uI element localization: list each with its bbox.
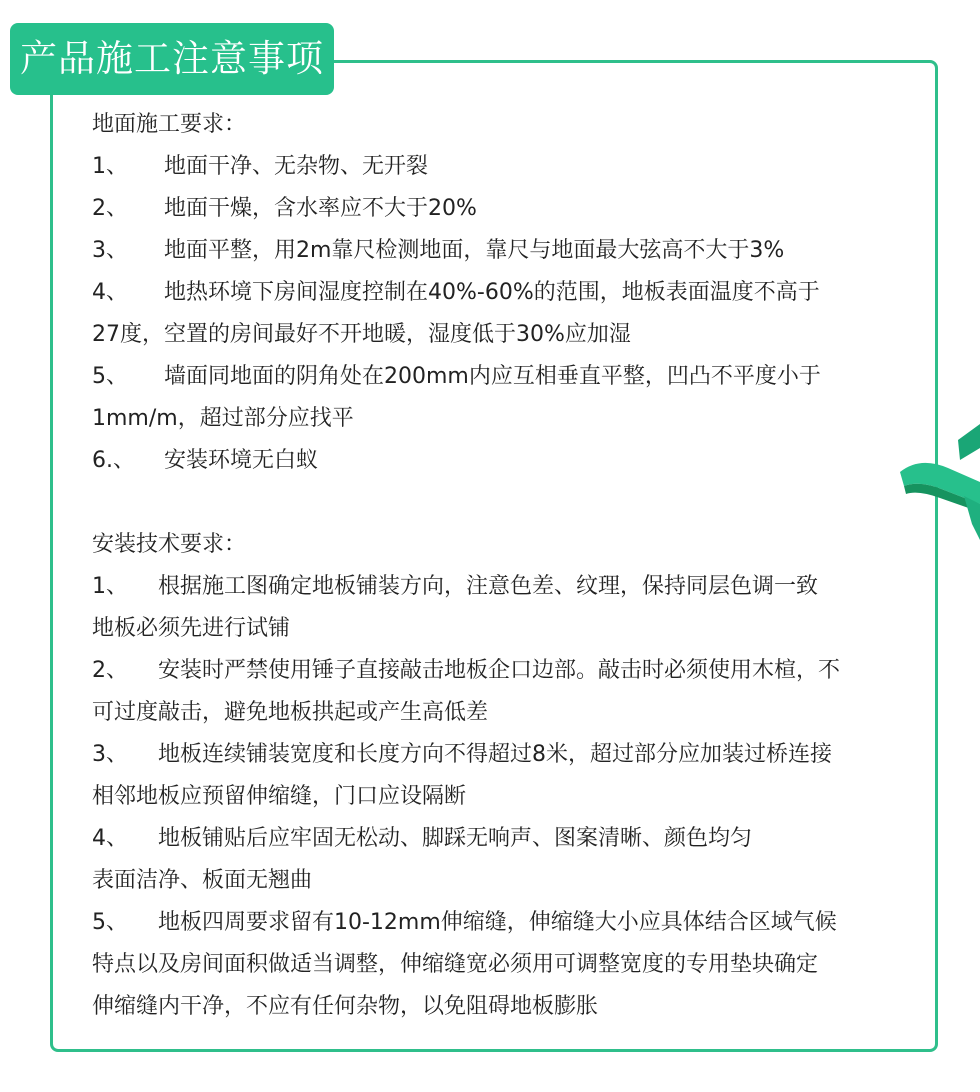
item-number: 2、 xyxy=(92,196,128,221)
list-item xyxy=(92,734,912,776)
item-text: 墙面同地面的阴角处在200mm内应互相垂直平整，凹凸不平度小于 xyxy=(164,364,821,389)
section-heading-floor: 地面施工要求： xyxy=(92,112,247,137)
list-item xyxy=(92,566,912,608)
list-item-continuation: 可过度敲击，避免地板拱起或产生高低差 xyxy=(92,700,489,725)
item-number: 5、 xyxy=(92,910,128,935)
item-text: 地板四周要求留有10-12mm伸缩缝，伸缩缝大小应具体结合区域气候 xyxy=(158,910,837,935)
list-item xyxy=(92,650,912,692)
item-number: 1、 xyxy=(92,574,128,599)
list-item-continuation: 相邻地板应预留伸缩缝，门口应设隔断 xyxy=(92,784,467,809)
list-item xyxy=(92,272,912,314)
item-text: 安装时严禁使用锤子直接敲击地板企口边部。敲击时必须使用木楦，不 xyxy=(158,658,841,683)
item-text: 地面干净、无杂物、无开裂 xyxy=(164,154,429,179)
item-number: 6.、 xyxy=(92,448,135,473)
list-item xyxy=(92,440,912,482)
page-title: 产品施工注意事项 xyxy=(10,23,334,95)
list-item xyxy=(92,146,912,188)
item-number: 1、 xyxy=(92,154,128,179)
list-item-continuation: 特点以及房间面积做适当调整，伸缩缝宽必须用可调整宽度的专用垫块确定 xyxy=(92,952,819,977)
item-number: 4、 xyxy=(92,280,128,305)
item-text: 地板铺贴后应牢固无松动、脚踩无响声、图案清晰、颜色均匀 xyxy=(158,826,753,851)
decorative-ribbon-icon xyxy=(900,420,980,540)
list-item xyxy=(92,902,912,944)
list-item xyxy=(92,230,912,272)
item-text: 根据施工图确定地板铺装方向，注意色差、纹理，保持同层色调一致 xyxy=(158,574,819,599)
item-number: 3、 xyxy=(92,238,128,263)
list-item-continuation: 伸缩缝内干净，不应有任何杂物，以免阻碍地板膨胀 xyxy=(92,994,599,1019)
list-item-continuation: 地板必须先进行试铺 xyxy=(92,616,291,641)
section-spacer xyxy=(92,482,912,524)
item-text: 安装环境无白蚁 xyxy=(164,448,319,473)
item-text: 地板连续铺装宽度和长度方向不得超过8米，超过部分应加装过桥连接 xyxy=(158,742,832,767)
item-number: 5、 xyxy=(92,364,128,389)
item-number: 4、 xyxy=(92,826,128,851)
item-number: 3、 xyxy=(92,742,128,767)
section-heading-install: 安装技术要求： xyxy=(92,532,247,557)
list-item-continuation: 1mm/m，超过部分应找平 xyxy=(92,406,354,431)
item-text: 地面干燥，含水率应不大于20% xyxy=(164,196,477,221)
list-item-continuation: 表面洁净、板面无翘曲 xyxy=(92,868,313,893)
notes-body xyxy=(92,104,912,1028)
list-item xyxy=(92,818,912,860)
list-item xyxy=(92,356,912,398)
item-text: 地面平整，用2m靠尺检测地面，靠尺与地面最大弦高不大于3% xyxy=(164,238,785,263)
list-item-continuation: 27度，空置的房间最好不开地暖，湿度低于30%应加湿 xyxy=(92,322,631,347)
list-item xyxy=(92,188,912,230)
item-text: 地热环境下房间湿度控制在40%-60%的范围，地板表面温度不高于 xyxy=(164,280,820,305)
item-number: 2、 xyxy=(92,658,128,683)
